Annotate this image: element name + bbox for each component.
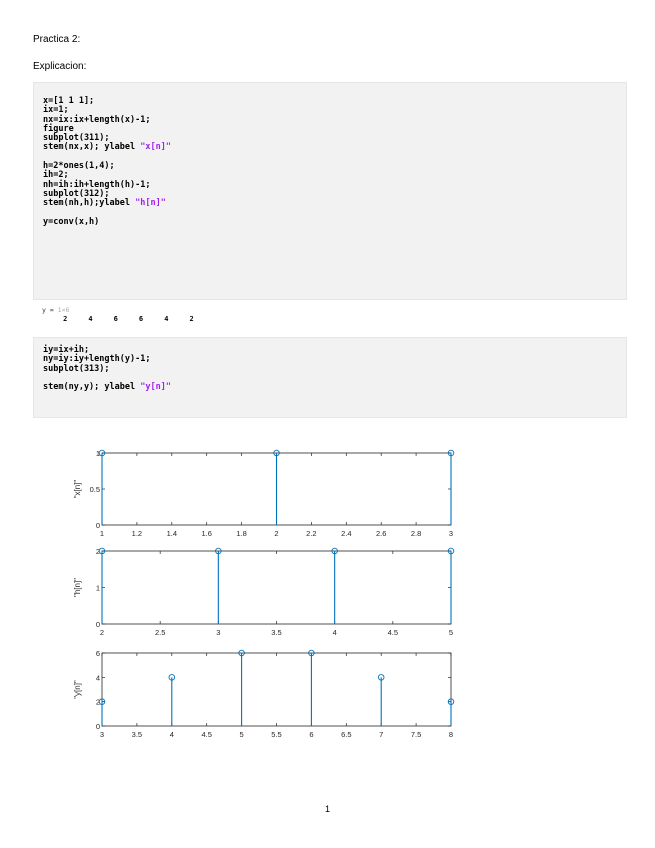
code-line: [43, 209, 626, 218]
y-tick-label: 2: [95, 697, 100, 707]
x-tick-label: 2.5: [154, 628, 166, 637]
axes-box: [102, 653, 451, 726]
command-output: [42, 306, 194, 323]
code-line: [43, 383, 626, 392]
y-tick-label: 1: [95, 583, 100, 593]
code-text: figure: [43, 123, 74, 134]
x-tick-label: 4: [169, 730, 174, 739]
code-text: ix=1;: [43, 105, 69, 116]
y-tick-label: 2: [95, 547, 100, 556]
y-tick-label: 1: [95, 449, 100, 458]
code-block-1[interactable]: [33, 82, 627, 300]
x-tick-label: 2.6: [375, 529, 387, 538]
code-line: [43, 153, 626, 162]
code-text: h=2*ones(1,4);: [43, 161, 115, 172]
code-text: stem(nx,x); ylabel: [43, 142, 141, 153]
x-tick-label: 4.5: [201, 730, 212, 739]
page-number: 1: [324, 804, 330, 814]
x-tick-label: 6: [309, 730, 314, 739]
output-dims: 1×6: [57, 306, 70, 314]
y-tick-label: 0: [95, 620, 100, 629]
x-tick-label: 6.5: [341, 730, 352, 739]
code-text: subplot(312);: [43, 188, 110, 199]
x-tick-label: 2.4: [341, 529, 352, 538]
x-tick-label: 2.8: [410, 529, 422, 538]
code-line: [43, 365, 626, 374]
x-tick-label: 1.8: [236, 529, 247, 538]
code-string: "y[n]": [140, 382, 171, 393]
x-tick-label: 5: [448, 628, 454, 637]
code-line: [43, 199, 626, 208]
code-line: [43, 355, 626, 364]
document-title: Practica 2:: [33, 34, 81, 45]
x-tick-label: 3.5: [271, 628, 282, 637]
y-axis-label: "y[n]": [73, 680, 82, 699]
code-line: [43, 162, 626, 171]
x-tick-label: 1.2: [131, 529, 143, 538]
x-tick-label: 4: [332, 628, 337, 637]
x-tick-label: 3: [448, 529, 454, 538]
code-line: [43, 143, 626, 152]
y-tick-label: 0.5: [89, 485, 100, 494]
document-subtitle: Explicacion:: [33, 61, 87, 72]
y-tick-label: 6: [95, 649, 100, 658]
code-line: [43, 181, 626, 190]
y-axis-label: "h[n]": [73, 577, 82, 598]
x-tick-label: 3.5: [131, 730, 143, 739]
x-tick-label: 5: [239, 730, 244, 739]
x-tick-label: 5.5: [271, 730, 282, 739]
x-tick-label: 2.2: [306, 529, 317, 538]
y-tick-label: 0: [95, 521, 100, 530]
x-tick-label: 1.4: [166, 529, 178, 538]
code-text: ny=iy:iy+length(y)-1;: [43, 354, 151, 365]
y-tick-label: 4: [95, 673, 100, 683]
x-tick-label: 3: [216, 628, 221, 637]
code-text: subplot(313);: [43, 363, 110, 374]
code-text: stem(nh,h);ylabel: [43, 198, 136, 209]
code-block-2[interactable]: [33, 337, 627, 418]
x-tick-label: 3: [99, 730, 105, 739]
axes-box: [102, 551, 451, 624]
code-line: [43, 116, 626, 125]
x-tick-label: 8: [448, 730, 454, 739]
x-tick-label: 7: [379, 730, 384, 739]
stem-figure: [70, 440, 470, 750]
code-line: [43, 218, 626, 227]
x-tick-label: 2: [99, 628, 105, 637]
output-values: 2 4 6 6 4 2: [42, 315, 194, 323]
code-text: x=[1 1 1];: [43, 96, 95, 106]
x-tick-label: 2: [274, 529, 279, 538]
code-text: nh=ih:ih+length(h)-1;: [43, 179, 151, 190]
code-line: [43, 97, 626, 106]
code-string: "h[n]": [135, 198, 166, 209]
code-text: ih=2;: [43, 170, 69, 181]
code-text: nx=ix:ix+length(x)-1;: [43, 114, 151, 125]
x-tick-label: 7.5: [410, 730, 422, 739]
code-text: iy=ix+ih;: [43, 345, 90, 355]
x-tick-label: 4.5: [387, 628, 399, 637]
code-text: stem(ny,y); ylabel: [43, 382, 141, 393]
code-text: subplot(311);: [43, 133, 110, 144]
code-string: "x[n]": [140, 142, 171, 153]
y-tick-label: 0: [95, 722, 100, 731]
code-line: [43, 125, 626, 134]
x-tick-label: 1: [99, 529, 105, 538]
x-tick-label: 1.6: [201, 529, 212, 538]
code-text: y=conv(x,h): [43, 216, 100, 227]
y-axis-label: "x[n]": [73, 479, 82, 499]
output-label: y =: [42, 306, 58, 314]
